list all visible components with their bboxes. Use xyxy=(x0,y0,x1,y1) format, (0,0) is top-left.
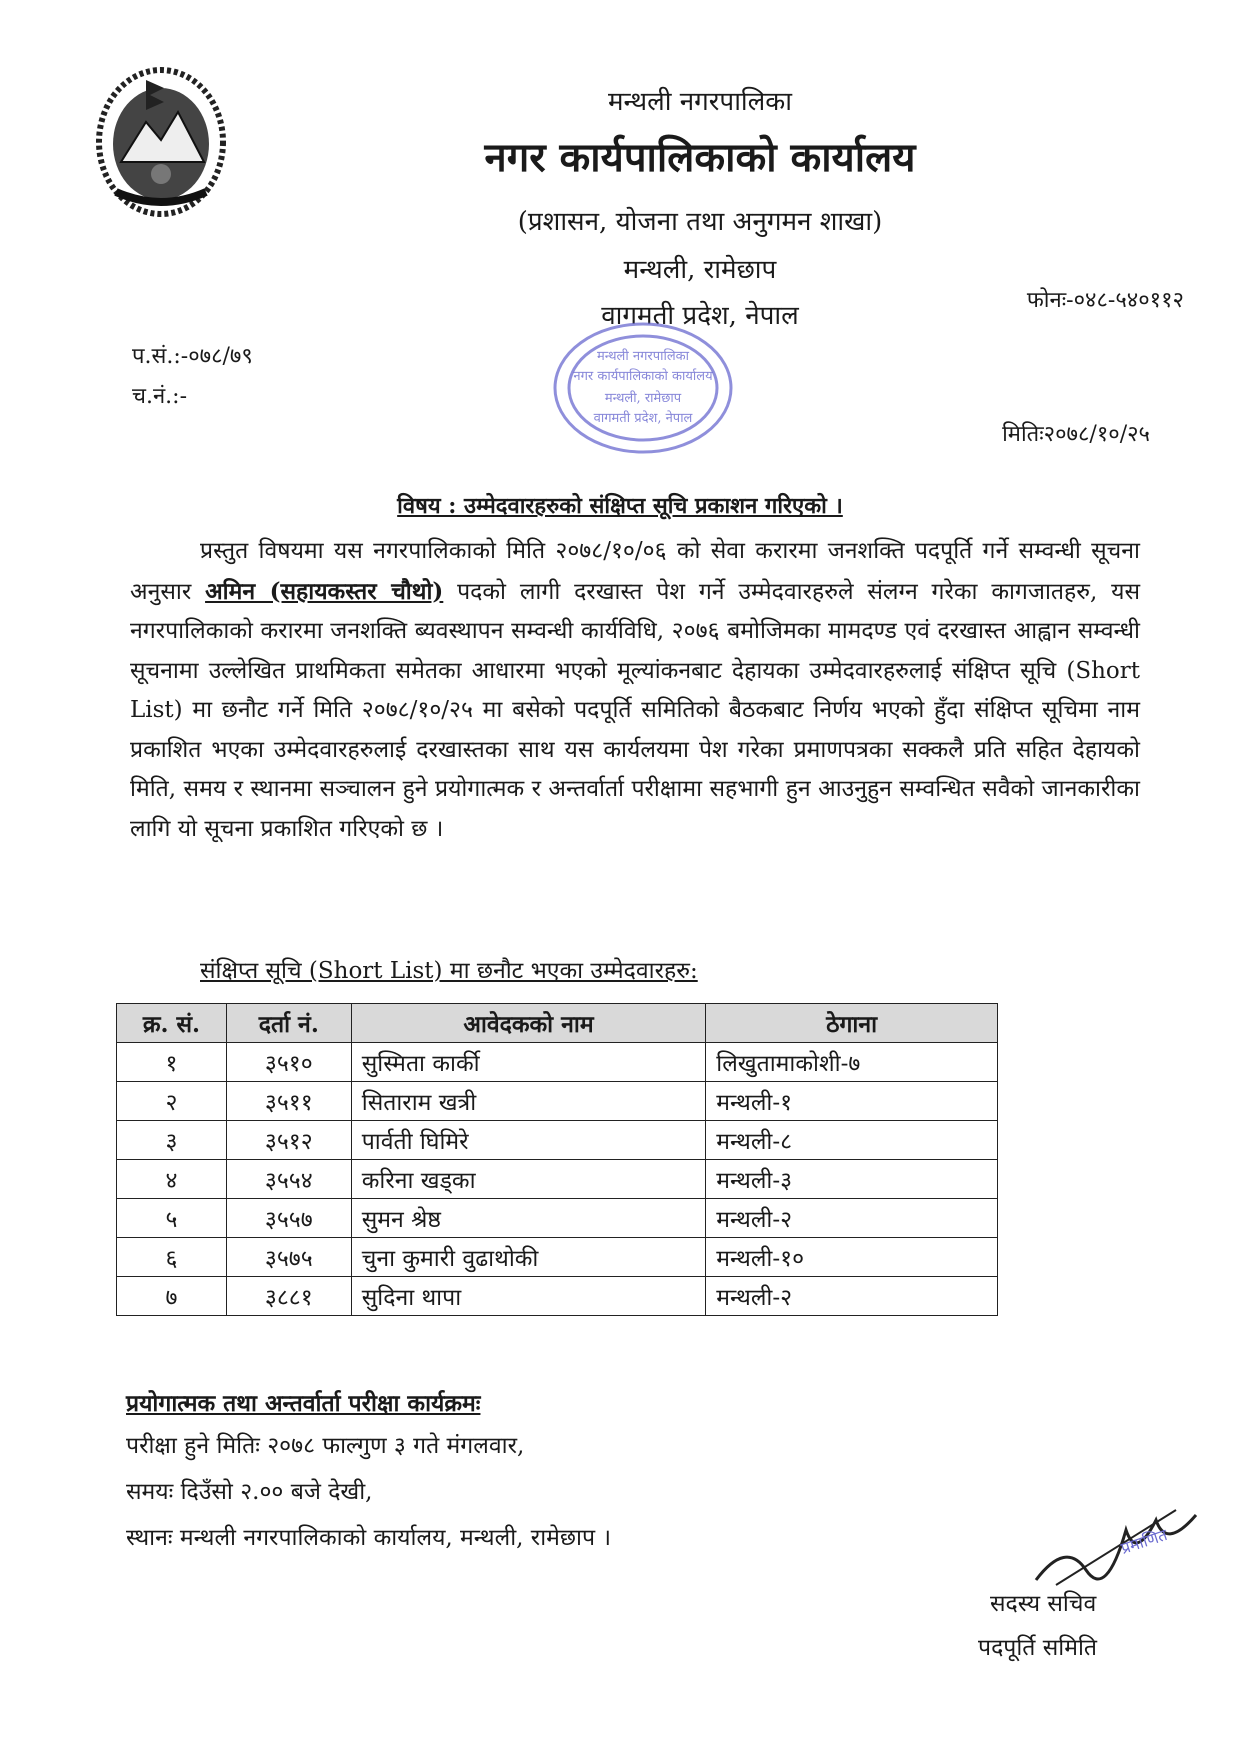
cell-serial: ३ xyxy=(117,1121,227,1160)
post-name: अमिन (सहायकस्तर चौथो) xyxy=(205,577,444,605)
office-stamp xyxy=(548,318,738,458)
cell-name: सिताराम खत्री xyxy=(351,1082,706,1121)
cell-address: मन्थली-८ xyxy=(706,1121,998,1160)
cell-registration: ३५१० xyxy=(226,1043,351,1082)
exam-date: परीक्षा हुने मितिः २०७८ फाल्गुण ३ गते मंगलवार, xyxy=(126,1433,525,1459)
cell-serial: ७ xyxy=(117,1277,227,1316)
cell-name: पार्वती घिमिरे xyxy=(351,1121,706,1160)
signature-stamp: प्रमाणित xyxy=(1118,1525,1170,1558)
cell-serial: २ xyxy=(117,1082,227,1121)
signatory-title: सदस्य सचिव xyxy=(990,1591,1097,1617)
body-text-part-1: प्रस्तुत विषयमा यस नगरपालिकाको मिति २०७८/१०/०६ को सेवा करारमा जनशक्ति पदपूर्ति गर्ने सम्वन्धी सूचना अनुसार xyxy=(130,538,1140,605)
table-row xyxy=(117,1082,998,1121)
header-registration: दर्ता नं. xyxy=(226,1004,351,1043)
cell-name: सुमन श्रेष्ठ xyxy=(351,1199,706,1238)
table-row xyxy=(117,1238,998,1277)
table-row xyxy=(117,1199,998,1238)
letter-date: मितिः२०७८/१०/२५ xyxy=(1002,422,1150,447)
shortlist-heading: संक्षिप्त सूचि (Short List) मा छनौट भएका उम्मेदवारहरु: xyxy=(200,958,698,984)
municipality-name: मन्थली नगरपालिका xyxy=(608,87,792,117)
office-location: मन्थली, रामेछाप xyxy=(623,255,777,285)
header-address: ठेगाना xyxy=(706,1004,998,1043)
cell-name: सुस्मिता कार्की xyxy=(351,1043,706,1082)
cell-name: करिना खड्का xyxy=(351,1160,706,1199)
cell-serial: ५ xyxy=(117,1199,227,1238)
subject-line: विषय : उम्मेदवारहरुको संक्षिप्त सूचि प्रकाशन गरिएको । xyxy=(397,493,843,519)
province-country: वागमती प्रदेश, नेपाल xyxy=(601,301,799,331)
cell-registration: ३५७५ xyxy=(226,1238,351,1277)
cell-registration: ३५५७ xyxy=(226,1199,351,1238)
table-row xyxy=(117,1121,998,1160)
cell-address: मन्थली-२ xyxy=(706,1277,998,1316)
cell-registration: ३५५४ xyxy=(226,1160,351,1199)
notice-body xyxy=(130,532,1140,849)
phone-number: फोनः-०४८-५४०११२ xyxy=(1026,288,1184,313)
handwritten-signature xyxy=(1026,1500,1206,1590)
header-serial: क्र. सं. xyxy=(117,1004,227,1043)
cell-registration: ३८८१ xyxy=(226,1277,351,1316)
header-applicant-name: आवेदकको नाम xyxy=(351,1004,706,1043)
office-title: नगर कार्यपालिकाको कार्यालय xyxy=(484,134,916,181)
table-row xyxy=(117,1160,998,1199)
cell-address: मन्थली-३ xyxy=(706,1160,998,1199)
table-row xyxy=(117,1043,998,1082)
stamp-line-4: वागमती प्रदेश, नेपाल xyxy=(593,411,693,426)
cell-name: सुदिना थापा xyxy=(351,1277,706,1316)
stamp-line-3: मन्थली, रामेछाप xyxy=(604,391,682,406)
stamp-line-1: मन्थली नगरपालिका xyxy=(597,349,689,364)
cell-address: लिखुतामाकोशी-७ xyxy=(706,1043,998,1082)
cell-address: मन्थली-१ xyxy=(706,1082,998,1121)
signatory-committee: पदपूर्ति समिति xyxy=(978,1635,1098,1661)
cell-address: मन्थली-२ xyxy=(706,1199,998,1238)
cell-serial: १ xyxy=(117,1043,227,1082)
exam-schedule-heading: प्रयोगात्मक तथा अन्तर्वार्ता परीक्षा कार्यक्रमः xyxy=(126,1390,481,1417)
cell-address: मन्थली-१० xyxy=(706,1238,998,1277)
cell-serial: ६ xyxy=(117,1238,227,1277)
stamp-line-2: नगर कार्यपालिकाको कार्यालय xyxy=(573,369,713,384)
table-row xyxy=(117,1277,998,1316)
exam-time: समयः दिउँसो २.०० बजे देखी, xyxy=(126,1479,373,1505)
cell-name: चुना कुमारी वुढाथोकी xyxy=(351,1238,706,1277)
table-header-row xyxy=(117,1004,998,1043)
reference-number: प.सं.:-०७८/७९ xyxy=(132,344,253,369)
candidate-table xyxy=(116,1003,998,1316)
cell-serial: ४ xyxy=(117,1160,227,1199)
branch-name: (प्रशासन, योजना तथा अनुगमन शाखा) xyxy=(517,207,883,237)
exam-venue: स्थानः मन्थली नगरपालिकाको कार्यालय, मन्थली, रामेछाप । xyxy=(126,1525,612,1551)
cell-registration: ३५१२ xyxy=(226,1121,351,1160)
body-text-part-2: पदको लागी दरखास्त पेश गर्ने उम्मेदवारहरुले संलग्न गरेका कागजातहरु, यस नगरपालिकाको करारमा जनशक्ति ब्यवस्थापन सम्वन्धी कार्यविधि, २०७६ बमोजिमका मामदण्ड एवं दरखास्त आह्वान सम्वन्धी सूचनामा उल्लेखित प्राथमिकता समेतका आधारमा भएको मूल्यांकनबाट देहायका उम्मेदवारहरुलाई संक्षिप्त सूचि (Short List) मा छनौट गर्ने मिति २०७८/१०/२५ मा बसेको पदपूर्ति समितिको बैठकबाट निर्णय भएको हुँदा संक्षिप्त सूचिमा नाम प्रकाशित भएका उम्मेदवारहरुलाई दरखास्तका साथ यस कार्यलयमा पेश गरेका प्रमाणपत्रका सक्कलै प्रति सहित देहायको मिति, समय र स्थानमा सञ्चालन हुने प्रयोगात्मक र अन्तर्वार्ता परीक्षामा सहभागी हुन आउनुहुन सम्वन्धित सवैको जानकारीका लागि यो सूचना प्रकाशित गरिएको छ । xyxy=(130,578,1140,842)
cell-registration: ३५११ xyxy=(226,1082,351,1121)
dispatch-number: च.नं.:- xyxy=(132,384,188,409)
